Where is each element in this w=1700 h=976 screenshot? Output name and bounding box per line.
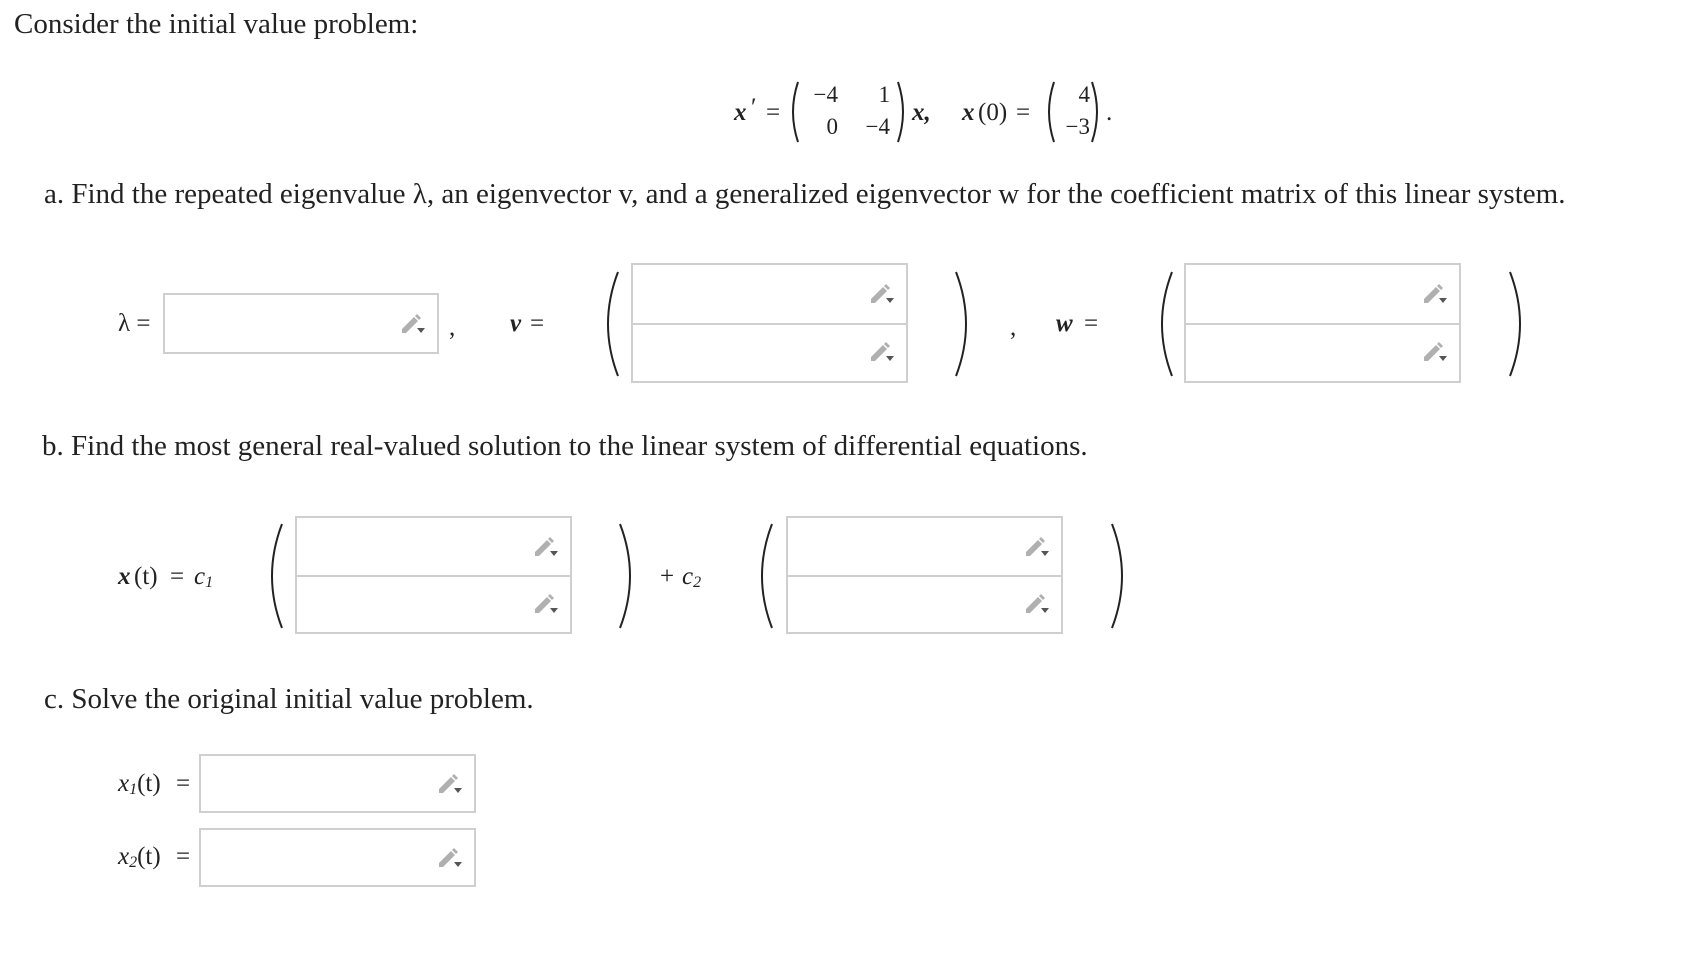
equals-sign: =	[170, 563, 185, 590]
x-vector-symbol: x,	[912, 99, 931, 126]
eigenvector-input-1[interactable]	[633, 265, 906, 325]
pencil-dropdown-icon[interactable]	[399, 312, 427, 336]
pencil-dropdown-icon[interactable]	[868, 282, 896, 306]
pencil-dropdown-icon[interactable]	[436, 846, 464, 870]
eigenvector-input-2[interactable]	[633, 323, 906, 381]
left-paren	[1152, 270, 1174, 378]
equals-sign: =	[176, 843, 191, 870]
solution-vector-1-input-group	[295, 516, 572, 634]
x-vector-symbol: x	[734, 99, 747, 126]
x1-label: x1(t)	[118, 770, 161, 798]
solution-vector-2-input-2[interactable]	[788, 575, 1061, 632]
initial-arg: (0)	[978, 99, 1008, 126]
pencil-dropdown-icon[interactable]	[1023, 592, 1051, 616]
x1-input[interactable]	[199, 754, 476, 813]
matrix-cell: 1	[878, 82, 890, 107]
right-paren	[1508, 270, 1530, 378]
part-a-prompt: a. Find the repeated eigenvalue λ, an eigenvector v, and a generalized eigenvector w for the coefficient matrix of this linear system.	[44, 178, 1566, 210]
vector-cell: −3	[1065, 114, 1090, 139]
solution-vector-1-input-1[interactable]	[297, 518, 570, 577]
lambda-label: λ =	[118, 310, 151, 337]
w-vector-symbol: w	[1056, 310, 1073, 337]
generalized-eigenvector-input-group	[1184, 263, 1461, 383]
left-paren	[262, 522, 284, 630]
comma: ,	[449, 314, 456, 341]
intro-text: Consider the initial value problem:	[14, 8, 419, 40]
solution-vector-2-input-1[interactable]	[788, 518, 1061, 577]
x2-input[interactable]	[199, 828, 476, 887]
plus-sign: +	[660, 563, 675, 590]
eigenvector-input-group	[631, 263, 908, 383]
solution-vector-2-input-group	[786, 516, 1063, 634]
pencil-dropdown-icon[interactable]	[532, 592, 560, 616]
matrix-cell: −4	[865, 114, 890, 139]
right-paren	[1090, 80, 1104, 144]
vector-cell: 4	[1078, 82, 1090, 107]
pencil-dropdown-icon[interactable]	[868, 340, 896, 364]
lambda-input[interactable]	[163, 293, 439, 354]
pencil-dropdown-icon[interactable]	[436, 772, 464, 796]
pencil-dropdown-icon[interactable]	[532, 535, 560, 559]
pencil-dropdown-icon[interactable]	[1023, 535, 1051, 559]
matrix-cell: 0	[826, 114, 838, 139]
c1-constant: c1	[194, 563, 214, 591]
x-vector-symbol: x	[962, 99, 975, 126]
pencil-dropdown-icon[interactable]	[1421, 340, 1449, 364]
x2-label: x2(t)	[118, 843, 161, 871]
t-argument: (t)	[134, 563, 158, 590]
equals-sign: =	[1016, 99, 1031, 126]
period: .	[1106, 99, 1113, 126]
equals-sign: =	[530, 310, 545, 337]
part-c-prompt: c. Solve the original initial value problem.	[44, 683, 534, 715]
left-paren	[598, 270, 620, 378]
matrix-cell: −4	[813, 82, 838, 107]
left-paren	[752, 522, 774, 630]
pencil-dropdown-icon[interactable]	[1421, 282, 1449, 306]
v-vector-symbol: v	[510, 310, 522, 337]
right-paren	[954, 270, 976, 378]
equals-sign: =	[1084, 310, 1099, 337]
prime-symbol: ′	[751, 94, 757, 121]
solution-vector-1-input-2[interactable]	[297, 575, 570, 632]
c2-constant: c2	[682, 563, 702, 591]
comma: ,	[1010, 314, 1017, 341]
generalized-eigenvector-input-1[interactable]	[1186, 265, 1459, 325]
part-b-prompt: b. Find the most general real-valued solution to the linear system of differential equations.	[42, 430, 1088, 462]
equals-sign: =	[176, 770, 191, 797]
right-paren	[1110, 522, 1132, 630]
right-paren	[618, 522, 640, 630]
x-vector-symbol: x	[118, 563, 131, 590]
equals-sign: =	[766, 99, 781, 126]
generalized-eigenvector-input-2[interactable]	[1186, 323, 1459, 381]
right-paren	[896, 80, 910, 144]
